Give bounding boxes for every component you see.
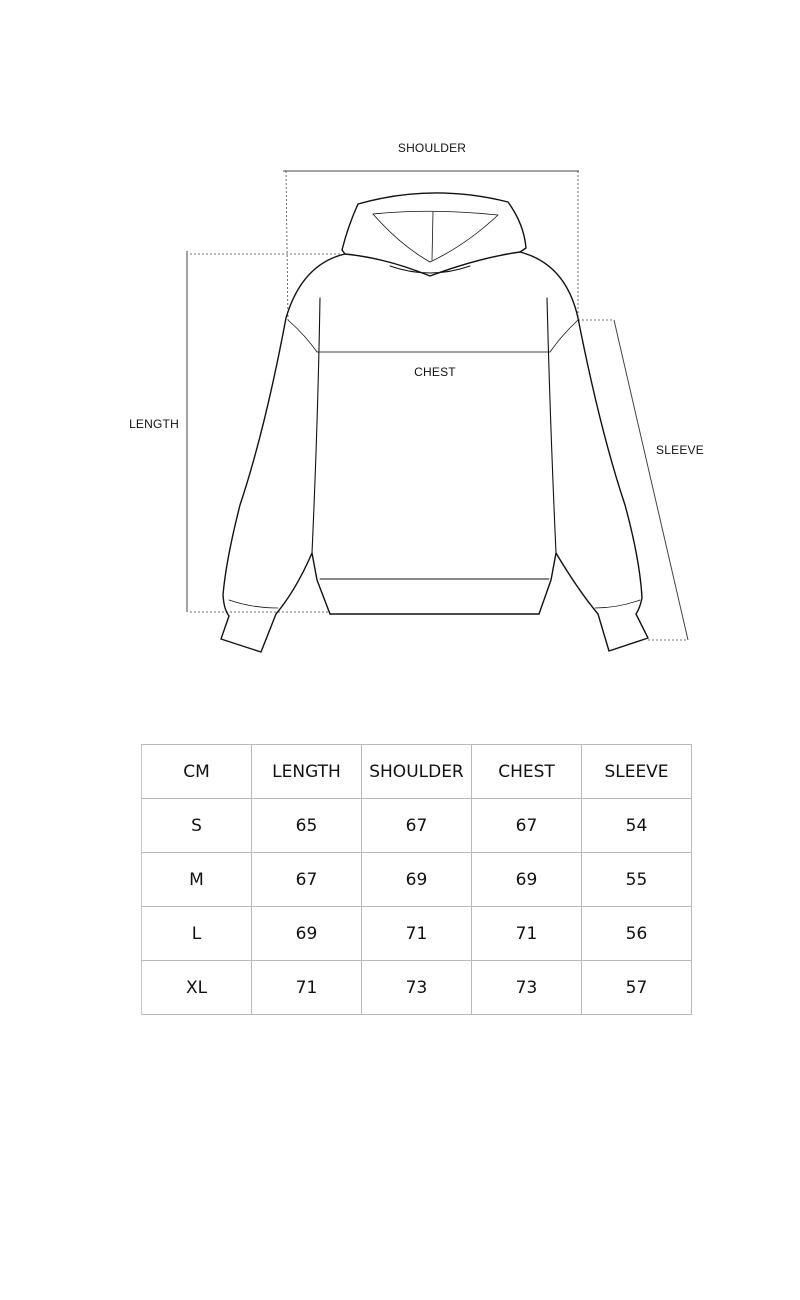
size-cell: S — [142, 799, 252, 853]
measurement-guides — [187, 171, 688, 640]
hoodie-outline — [221, 193, 648, 652]
shoulder-cell: 73 — [362, 961, 472, 1015]
header-cell-shoulder: SHOULDER — [362, 745, 472, 799]
header-cell-length: LENGTH — [252, 745, 362, 799]
sleeve-cell: 56 — [582, 907, 692, 961]
side-seam-right — [547, 298, 556, 553]
size-cell: XL — [142, 961, 252, 1015]
sleeve-seam-right — [550, 320, 578, 352]
chest-cell: 69 — [472, 853, 582, 907]
table-row — [142, 853, 692, 907]
hood-inner-left — [373, 214, 430, 262]
length-label: LENGTH — [129, 417, 179, 431]
sleeve-cell: 57 — [582, 961, 692, 1015]
side-seam-left — [312, 298, 320, 553]
cuff-seam-left — [229, 600, 278, 608]
table-header-row — [142, 745, 692, 799]
table-row — [142, 799, 692, 853]
chest-label: CHEST — [414, 365, 456, 379]
size-cell: L — [142, 907, 252, 961]
length-cell: 67 — [252, 853, 362, 907]
sleeve-cell: 54 — [582, 799, 692, 853]
cuff-seam-right — [595, 600, 640, 608]
chest-cell: 71 — [472, 907, 582, 961]
table-row — [142, 907, 692, 961]
chest-cell: 73 — [472, 961, 582, 1015]
chest-cell: 67 — [472, 799, 582, 853]
header-cell-sleeve: SLEEVE — [582, 745, 692, 799]
sleeve-seam-left — [288, 320, 317, 352]
shoulder-cell: 69 — [362, 853, 472, 907]
shoulder-label: SHOULDER — [397, 141, 467, 155]
table-row — [142, 961, 692, 1015]
sleeve-label: SLEEVE — [656, 443, 704, 457]
hood-inner-rim — [373, 211, 498, 215]
hood-inner-right — [430, 215, 498, 262]
shoulder-guide-left — [286, 171, 288, 320]
body-outline-left — [221, 254, 345, 652]
size-chart-table — [141, 744, 692, 1015]
body-outline-right — [520, 252, 648, 651]
size-cell: M — [142, 853, 252, 907]
length-cell: 65 — [252, 799, 362, 853]
hood-center-seam — [432, 212, 433, 260]
shoulder-cell: 67 — [362, 799, 472, 853]
sleeve-cell: 55 — [582, 853, 692, 907]
hood-outline — [342, 193, 526, 276]
length-cell: 69 — [252, 907, 362, 961]
header-cell-cm: CM — [142, 745, 252, 799]
header-cell-chest: CHEST — [472, 745, 582, 799]
length-cell: 71 — [252, 961, 362, 1015]
sleeve-measure-line — [614, 320, 688, 640]
shoulder-cell: 71 — [362, 907, 472, 961]
